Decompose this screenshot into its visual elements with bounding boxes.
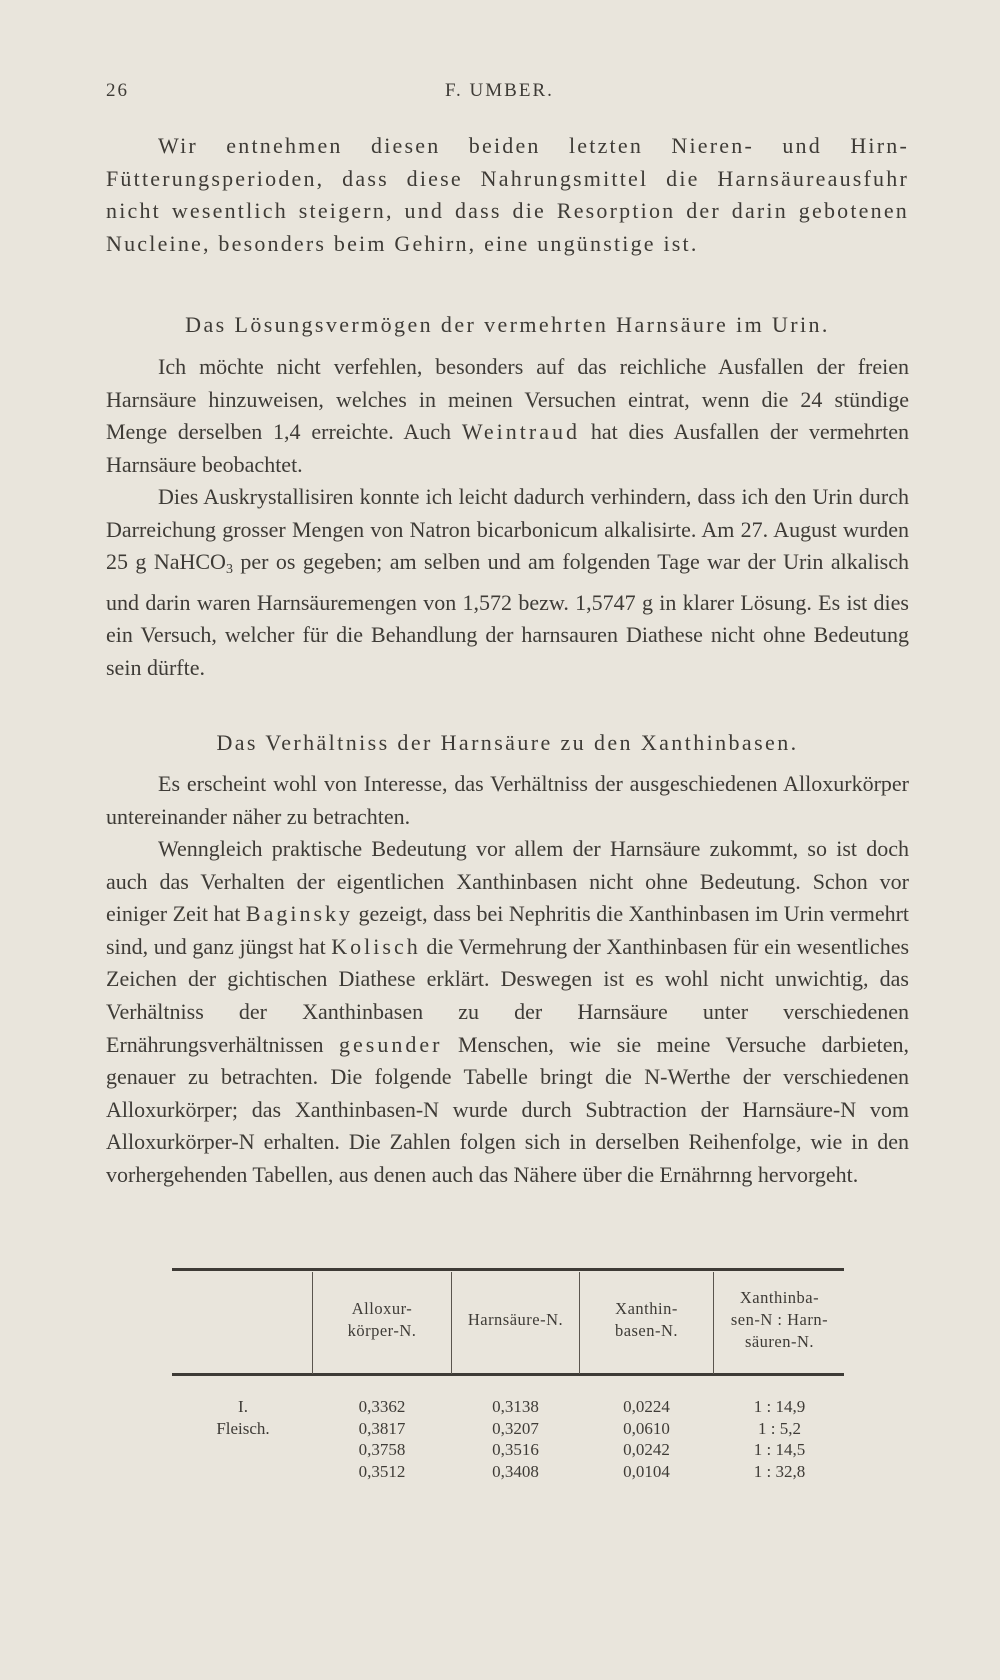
table-cell: 0,0104 (623, 1461, 670, 1481)
author-name-baginsky: Baginsky (245, 901, 354, 927)
paragraph-1-text: Wir entnehmen diesen beiden letzten Nieren- und Hirn-Fütterungsperioden, dass diese Nahrungsmittel die Harnsäureausfuhr nicht wesentlich steigern, und dass die Resorption der darin gebotenen Nucleine, besonders beim Gehirn, eine ungünstige ist. (106, 133, 909, 256)
section-heading-2-text: Das Verhältniss der Harnsäure zu den Xanthinbasen. (216, 730, 799, 755)
section-heading-2 (106, 727, 909, 760)
table-top-rule (172, 1268, 844, 1271)
table-cell: 0,3516 (492, 1440, 539, 1459)
paragraph-2 (106, 351, 909, 481)
paragraph-5-text-b: gezeigt, dass bei Nephritis die Xanthinbasen im Urin vermehrt sind, und ganz jüngst hat (106, 901, 910, 959)
column-divider (312, 1272, 313, 1374)
header-harnsaeure: Harnsäure-N. (467, 1310, 564, 1329)
table-cell: 0,3362 (358, 1397, 406, 1416)
paragraph-3-text-b: per os gegeben; am selben und am folgenden Tage war der Urin alkalisch und darin waren Harnsäuremengen von 1,572 bezw. 1,5747 g in klarer Lösung. Es ist dies ein Versuch, welcher für die Behandlung der harnsauren Diathese nicht ohne Bedeutung sein dürfte. (106, 549, 910, 680)
table-cell: 0,3138 (492, 1397, 539, 1416)
table-cell: 0,3512 (358, 1461, 406, 1481)
table-cell: 0,3408 (492, 1461, 539, 1481)
column-divider (713, 1272, 714, 1374)
paragraph-2-end: hat dies Ausfallen der vermehrten Harnsäure beobachtet. (106, 419, 909, 477)
header-xanthinbasen: Xanthin- basen-N. (614, 1299, 679, 1340)
page-header (106, 80, 909, 108)
paragraph-5-text-c: die Vermehrung der Xanthinbasen für ein wesentliches Zeichen der gichtischen Diathese erklärt. Deswegen ist es wohl nicht unwichtig, das Verhältniss der Xanthinbasen zu der Harnsäure unter verschiedenen Ernährungsverhältnissen (106, 933, 910, 1057)
table-cell: 0,3817 (358, 1418, 406, 1438)
subscript-3: 3 (225, 562, 233, 578)
row-label-number: I. (238, 1397, 248, 1416)
column-xanthinbasen (581, 1396, 712, 1482)
paragraph-2-text: Ich möchte nicht verfehlen, besonders auf das reichliche Ausfallen der freien Harnsäure hinzuweisen, welches in meinen Versuchen eintrat, wenn die 24 stündige Menge derselben 1,4 erreichte. Auch (106, 354, 909, 445)
column-ratio (715, 1396, 844, 1482)
running-head: F. UMBER. (445, 80, 554, 101)
row-label-name: Fleisch. (216, 1418, 270, 1438)
table-cell: 0,3207 (492, 1418, 539, 1438)
paragraph-5-text-d: Menschen, wie sie meine Versuche darbieten, genauer zu betrachten. Die folgende Tabelle bringt die N-Werthe der verschiedenen Alloxurkörper; das Xanthinbasen-N wurde durch Subtraction der Harnsäure-N vom Alloxurkörper-N erhalten. Die Zahlen folgen sich in derselben Reihenfolge, wie in den vorhergehenden Tabellen, aus denen auch das Nähere über die Ernährnng hervorgeht. (106, 1031, 910, 1187)
row-label (182, 1396, 304, 1439)
table-cell: 1 : 32,8 (753, 1461, 806, 1481)
paragraph-3-text-a: Dies Auskrystallisiren konnte ich leicht dadurch verhindern, dass ich den Urin durch Darreichung grosser Mengen von Natron bicarbonicum alkalisirte. Am 27. August wurden 25 g NaHCO (106, 484, 909, 575)
paragraph-1 (106, 130, 909, 260)
paragraph-5 (106, 833, 909, 1192)
table-cell: 0,0224 (623, 1397, 670, 1416)
data-table (172, 1268, 844, 1481)
column-divider (579, 1272, 580, 1374)
header-ratio: Xanthinba- sen-N : Harn- säuren-N. (730, 1288, 829, 1351)
emphasis-gesunder: gesunder (339, 1031, 443, 1057)
column-divider (451, 1272, 452, 1374)
author-name-weintraud: Weintraud (461, 419, 580, 445)
table-cell: 1 : 14,9 (753, 1397, 806, 1416)
paragraph-3 (106, 481, 909, 685)
header-alloxur: Alloxur- körper-N. (347, 1299, 417, 1340)
table-header-rule (172, 1373, 844, 1376)
table-cell: 1 : 14,5 (753, 1440, 806, 1459)
column-alloxur (314, 1396, 450, 1482)
table-cell: 1 : 5,2 (758, 1418, 801, 1438)
table-cell: 0,0610 (623, 1418, 670, 1438)
paragraph-4 (106, 768, 909, 833)
paragraph-5-text-a: Wenngleich praktische Bedeutung vor allem der Harnsäure zukommt, so ist doch auch das Verhalten der eigentlichen Xanthinbasen nicht ohne Bedeutung. Schon vor einiger Zeit hat (106, 836, 909, 927)
paragraph-4-text: Es erscheint wohl von Interesse, das Verhältniss der ausgeschiedenen Alloxurkörper untereinander näher zu betrachten. (106, 771, 909, 829)
section-heading-1-text: Das Lösungsvermögen der vermehrten Harnsäure im Urin. (185, 312, 830, 337)
author-name-kolisch: Kolisch (331, 933, 421, 959)
table-cell: 0,3758 (358, 1440, 406, 1459)
column-harnsaeure (453, 1396, 578, 1482)
table-cell: 0,0242 (623, 1440, 670, 1459)
page-number: 26 (106, 80, 129, 101)
section-heading-1 (106, 309, 909, 342)
